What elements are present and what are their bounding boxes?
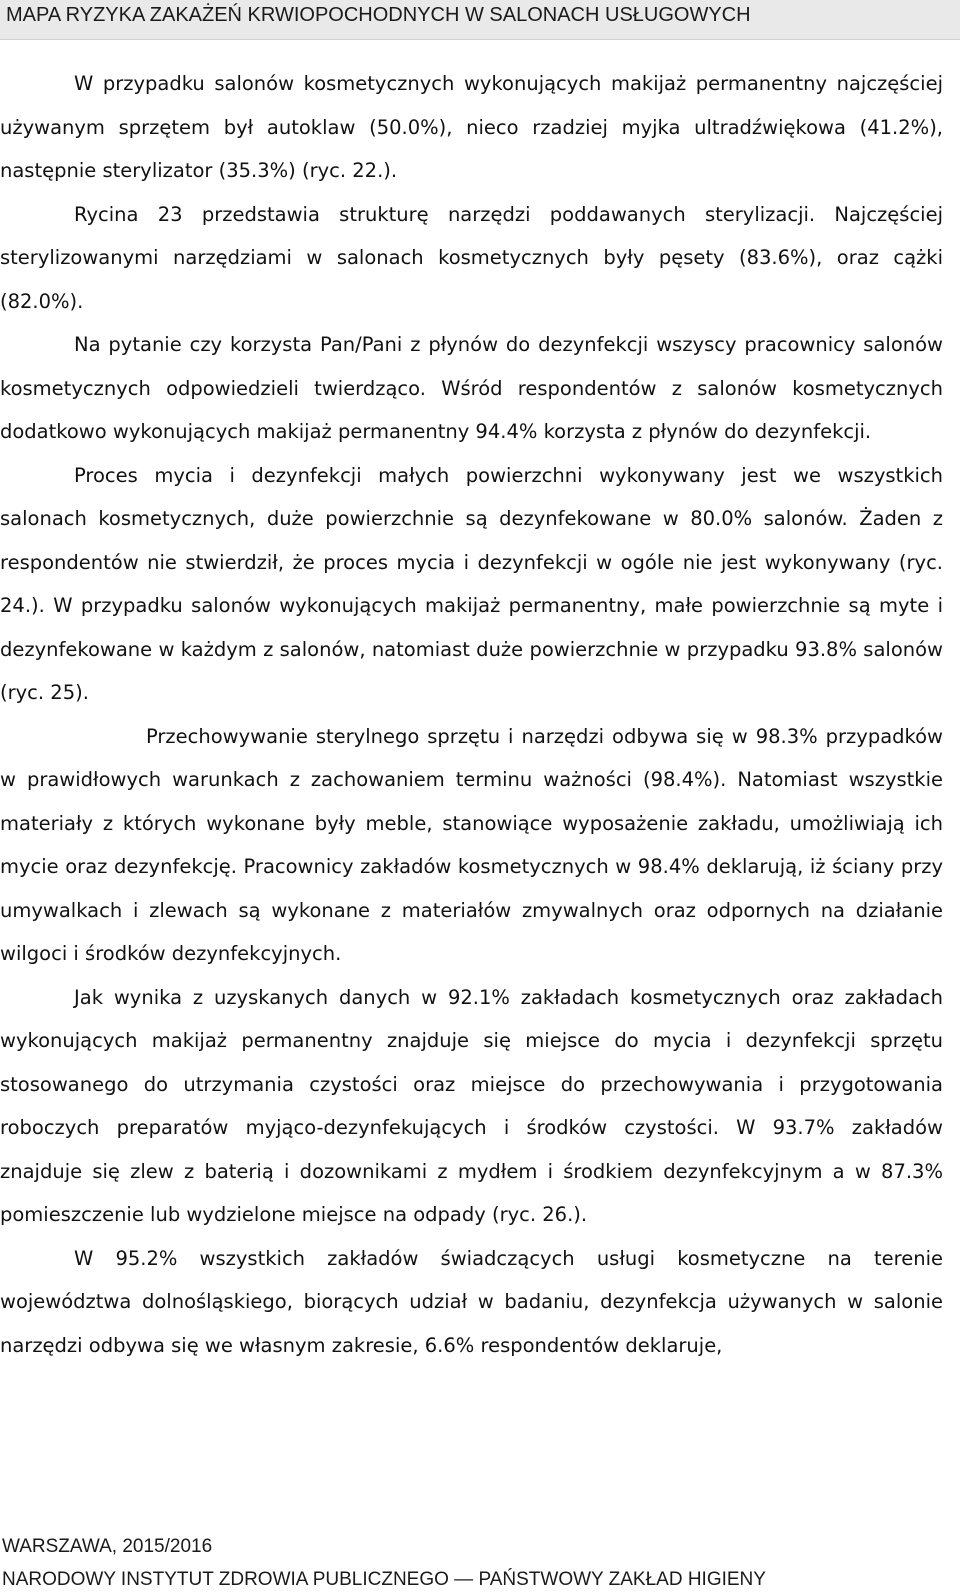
paragraph-6: Jak wynika z uzyskanych danych w 92.1% zakładach kosmetycznych oraz zakładach wykonujących makijaż permanentny znajduje się miejsce do mycia i dezynfekcji sprzętu stosowanego do utrzymania czystości oraz miejsce do przechowywania i przygotowania roboczych preparatów myjąco-dezynfekujących i środków czystości. W 93.7% zakładów znajduje się zlew z baterią i dozownikami z mydłem i środkiem dezynfekcyjnym a w 87.3% pomieszczenie lub wydzielone miejsce na odpady (ryc. 26.). xyxy=(0,985,943,1226)
paragraph-1: W przypadku salonów kosmetycznych wykonujących makijaż permanentny najczęściej używanym sprzętem był autoklaw (50.0%), nieco rzadziej myjka ultradźwiękowa (41.2%), następnie sterylizator (35.3%) (ryc. 22.). xyxy=(0,72,943,182)
document-body xyxy=(0,62,943,1367)
footer-location-year: WARSZAWA, 2015/2016 xyxy=(2,1536,213,1557)
paragraph-4: Proces mycia i dezynfekcji małych powierzchni wykonywany jest we wszystkich salonach kosmetycznych, duże powierzchnie są dezynfekowane w 80.0% salonów. Żaden z respondentów nie stwierdził, że proces mycia i dezynfekcji w ogóle nie jest wykonywany (ryc. 24.). W przypadku salonów wykonujących makijaż permanentny, małe powierzchnie są myte i dezynfekowane w każdym z salonów, natomiast duże powierzchnie w przypadku 93.8% salonów (ryc. 25). xyxy=(0,463,943,704)
paragraph-2: Rycina 23 przedstawia strukturę narzędzi poddawanych sterylizacji. Najczęściej sterylizowanymi narzędziami w salonach kosmetycznych były pęsety (83.6%), oraz cążki (82.0%). xyxy=(0,202,943,313)
page-header xyxy=(0,0,960,40)
paragraph-5: Przechowywanie sterylnego sprzętu i narzędzi odbywa się w 98.3% przypadków w prawidłowych warunkach z zachowaniem terminu ważności (98.4%). Natomiast wszystkie materiały z których wykonane były meble, stanowiące wyposażenie zakładu, umożliwiają ich mycie oraz dezynfekcję. Pracownicy zakładów kosmetycznych w 98.4% deklarują, iż ściany przy umywalkach i zlewach są wykonane z materiałów zmywalnych oraz odpornych na działanie wilgoci i środków dezynfekcyjnych. xyxy=(0,724,943,965)
header-title: MAPA RYZYKA ZAKAŻEŃ KRWIOPOCHODNYCH W SALONACH USŁUGOWYCH xyxy=(6,4,751,26)
paragraph-3: Na pytanie czy korzysta Pan/Pani z płynów do dezynfekcji wszyscy pracownicy salonów kosmetycznych odpowiedzieli twierdząco. Wśród respondentów z salonów kosmetycznych dodatkowo wykonujących makijaż permanentny 94.4% korzysta z płynów do dezynfekcji. xyxy=(0,333,943,443)
paragraph-7: W 95.2% wszystkich zakładów świadczących usługi kosmetyczne na terenie województwa dolnośląskiego, biorących udział w badaniu, dezynfekcja używanych w salonie narzędzi odbywa się we własnym zakresie, 6.6% respondentów deklaruje, xyxy=(0,1246,943,1357)
footer-institution: NARODOWY INSTYTUT ZDROWIA PUBLICZNEGO — PAŃSTWOWY ZAKŁAD HIGIENY xyxy=(2,1569,766,1590)
